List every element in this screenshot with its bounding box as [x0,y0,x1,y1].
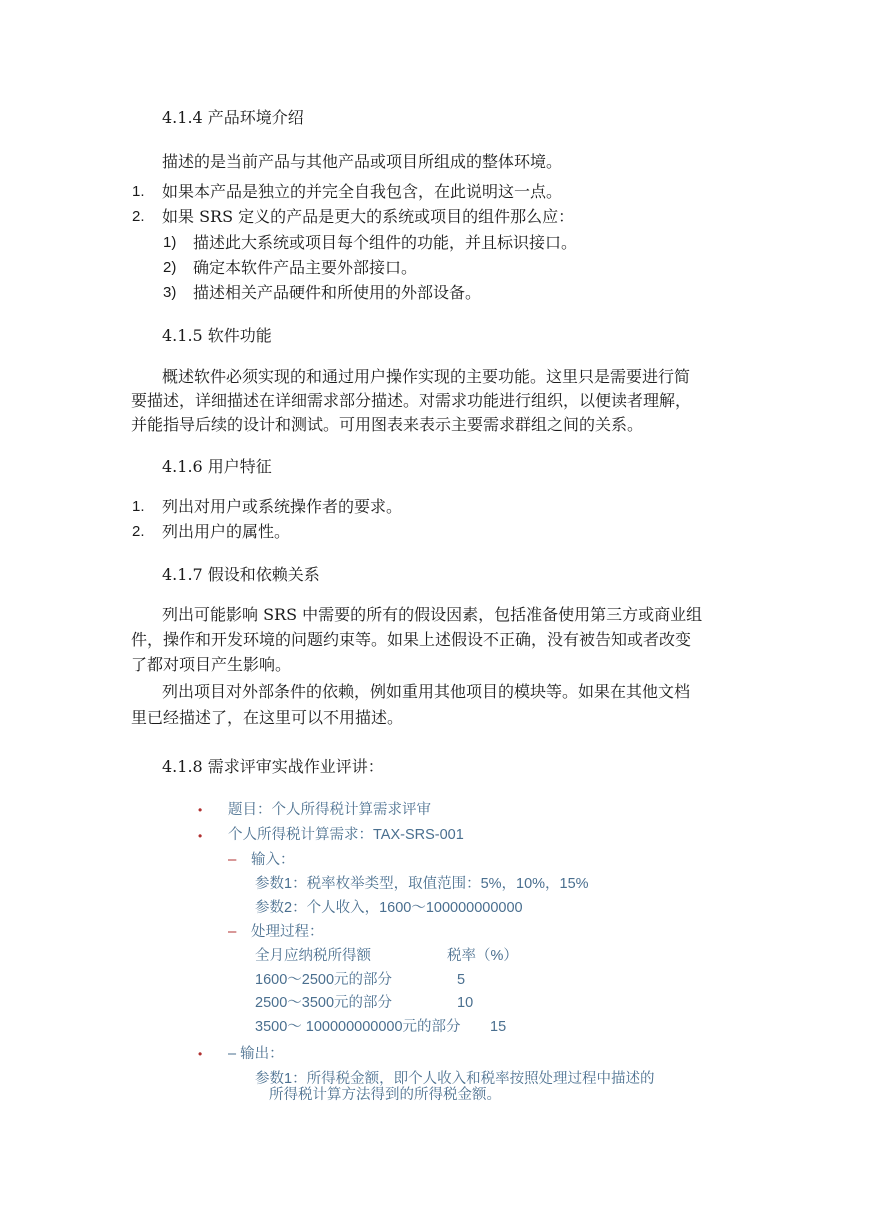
bullet-marker: • [198,829,203,843]
slide-table-rate: 5 [457,972,466,988]
list-item [132,497,403,517]
sub-list-item [163,258,418,278]
list-number: 1. [132,498,145,515]
slide-input-label: 输入： [251,852,295,868]
slide-table-rate: 10 [457,995,474,1011]
list-item-text: 如果 SRS 定义的产品是更大的系统或项目的组件那么应： [162,207,575,226]
bullet-marker: • [198,803,203,817]
sub-list-item-text: 确定本软件产品主要外部接口。 [193,258,418,277]
list-number: 2. [132,523,145,540]
slide-table-range: 1600～2500元的部分 [255,972,393,988]
section-heading-4-1-8: 4.1.8 需求评审实战作业评讲： [162,757,384,776]
paragraph-line: 概述软件必须实现的和通过用户操作实现的主要功能。这里只是需要进行简 [162,367,691,386]
slide-table-range: 2500～3500元的部分 [255,995,393,1011]
section-heading-4-1-5: 4.1.5 软件功能 [162,326,272,345]
list-item [132,522,291,542]
sub-list-item-text: 描述相关产品硬件和所使用的外部设备。 [193,283,482,302]
slide-param1: 参数1：税率枚举类型，取值范围：5%，10%，15% [255,876,589,892]
slide-output-line: 参数1：所得税金额，即个人收入和税率按照处理过程中描述的 [255,1071,655,1087]
embedded-slide-image [175,793,695,1113]
bullet-marker: • [198,1047,203,1061]
list-item-text: 如果本产品是独立的并完全自我包含，在此说明这一点。 [162,182,563,201]
sub-list-item-text: 描述此大系统或项目每个组件的功能，并且标识接口。 [193,233,578,252]
paragraph-line: 件，操作和开发环境的问题约束等。如果上述假设不正确，没有被告知或者改变 [131,630,692,649]
slide-output-line: 所得税计算方法得到的所得税金额。 [269,1087,501,1103]
dash-marker: – [228,923,237,940]
section-heading-4-1-7: 4.1.7 假设和依赖关系 [162,565,320,584]
list-item-text: 列出用户的属性。 [162,522,291,541]
sub-list-item [163,233,578,253]
slide-param2: 参数2：个人收入，1600～100000000000 [255,900,523,916]
sub-list-item [163,283,482,303]
slide-table-header-income: 全月应纳税所得额 [255,948,371,964]
slide-table-header-rate: 税率（%） [447,948,518,964]
slide-output-label: – 输出： [228,1046,284,1062]
section-heading-4-1-6: 4.1.6 用户特征 [162,457,272,476]
dash-marker: – [228,851,237,868]
paragraph-line: 了都对项目产生影响。 [131,655,292,674]
sub-list-number: 1) [163,234,177,251]
slide-process-label: 处理过程： [251,924,324,940]
paragraph-line: 列出可能影响 SRS 中需要的所有的假设因素，包括准备使用第三方或商业组 [162,605,703,624]
paragraph-line: 要描述，详细描述在详细需求部分描述。对需求功能进行组织，以便读者理解， [131,391,692,410]
paragraph-line: 里已经描述了，在这里可以不用描述。 [131,708,404,727]
slide-requirement-id: 个人所得税计算需求：TAX-SRS-001 [228,827,464,843]
section-heading-4-1-4: 4.1.4 产品环境介绍 [162,108,304,127]
list-item [132,207,575,227]
sub-list-number: 3) [163,284,177,301]
paragraph-line: 列出项目对外部条件的依赖，例如重用其他项目的模块等。如果在其他文档 [162,682,691,701]
list-item [132,182,563,202]
slide-title: 题目：个人所得税计算需求评审 [228,802,431,818]
section-4-1-4-intro: 描述的是当前产品与其他产品或项目所组成的整体环境。 [162,152,563,171]
list-item-text: 列出对用户或系统操作者的要求。 [162,497,403,516]
slide-table-range: 3500～ 100000000000元的部分 [255,1019,461,1035]
slide-table-rate: 15 [490,1019,507,1035]
sub-list-number: 2) [163,259,177,276]
paragraph-line: 并能指导后续的设计和测试。可用图表来表示主要需求群组之间的关系。 [131,415,644,434]
list-number: 1. [132,183,145,200]
list-number: 2. [132,208,145,225]
